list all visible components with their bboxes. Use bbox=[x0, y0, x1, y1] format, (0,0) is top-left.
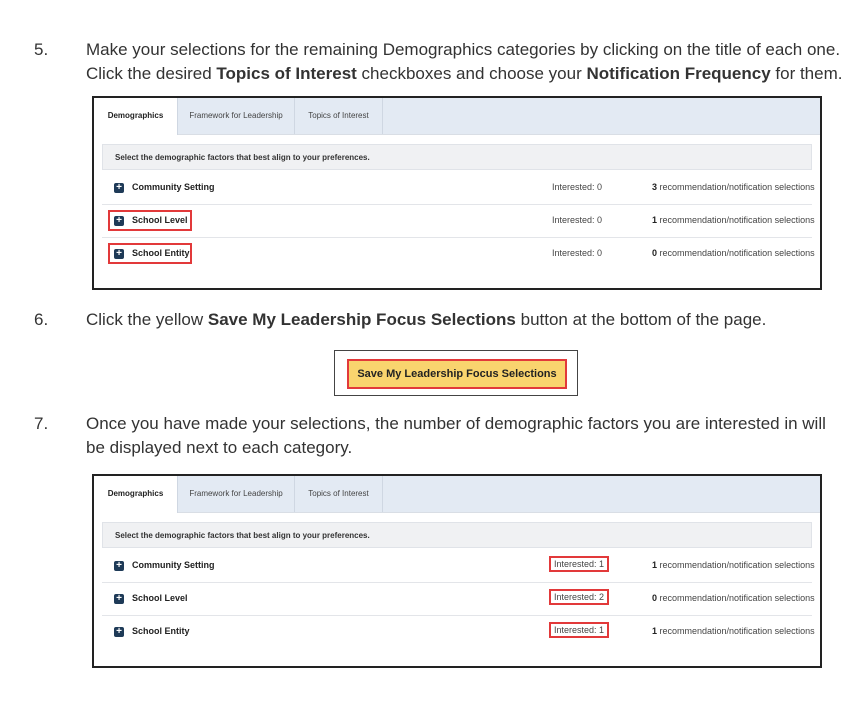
step-text-line: Make your selections for the remaining Demographics categories by clicking on the title of each one. bbox=[86, 40, 841, 59]
interested-count: Interested: 0 bbox=[552, 215, 603, 225]
tab-topics-of-interest[interactable]: Topics of Interest bbox=[295, 98, 383, 134]
interested-count: Interested: 1 bbox=[549, 556, 609, 572]
expand-plus-icon[interactable]: + bbox=[114, 561, 124, 571]
tab-framework-for-leadership[interactable]: Framework for Leadership bbox=[178, 476, 295, 512]
recommendation-count: 1 recommendation/notification selections bbox=[652, 626, 815, 636]
category-row-school-level[interactable] bbox=[102, 205, 815, 238]
step-7 bbox=[34, 412, 834, 462]
category-title[interactable]: School Entity bbox=[132, 248, 190, 258]
category-title[interactable]: School Level bbox=[132, 215, 188, 225]
expand-plus-icon[interactable]: + bbox=[114, 594, 124, 604]
expand-plus-icon[interactable]: + bbox=[114, 249, 124, 259]
panel-header: Select the demographic factors that best align to your preferences. bbox=[102, 144, 812, 170]
recommendation-count: 0 recommendation/notification selections bbox=[652, 593, 815, 603]
interested-count: Interested: 2 bbox=[549, 589, 609, 605]
interested-count: Interested: 1 bbox=[549, 622, 609, 638]
tab-demographics[interactable]: Demographics bbox=[94, 476, 178, 513]
category-row-school-level[interactable] bbox=[102, 583, 815, 616]
category-title[interactable]: Community Setting bbox=[132, 560, 215, 570]
step-text-line: Click the yellow Save My Leadership Focus Selections button at the bottom of the page. bbox=[86, 310, 767, 329]
step-5 bbox=[34, 38, 843, 88]
tab-bar bbox=[94, 98, 820, 135]
demographics-panel-after bbox=[92, 474, 822, 668]
step-number: 5. bbox=[34, 40, 49, 59]
expand-plus-icon[interactable]: + bbox=[114, 183, 124, 193]
tab-framework-for-leadership[interactable]: Framework for Leadership bbox=[178, 98, 295, 134]
step-6 bbox=[34, 308, 834, 334]
recommendation-count: 1 recommendation/notification selections bbox=[652, 560, 815, 570]
tab-bar bbox=[94, 476, 820, 513]
tab-topics-of-interest[interactable]: Topics of Interest bbox=[295, 476, 383, 512]
recommendation-count: 0 recommendation/notification selections bbox=[652, 248, 815, 258]
demographics-panel-before bbox=[92, 96, 822, 290]
expand-plus-icon[interactable]: + bbox=[114, 627, 124, 637]
step-number: 7. bbox=[34, 414, 49, 433]
panel-header: Select the demographic factors that best align to your preferences. bbox=[102, 522, 812, 548]
step-text-line: Click the desired Topics of Interest checkboxes and choose your Notification Frequency for them. bbox=[86, 64, 843, 83]
step-number: 6. bbox=[34, 310, 49, 329]
expand-plus-icon[interactable]: + bbox=[114, 216, 124, 226]
category-title[interactable]: School Level bbox=[132, 593, 188, 603]
category-row-school-entity[interactable] bbox=[102, 238, 815, 271]
step-text-line: Once you have made your selections, the number of demographic factors you are interested in will bbox=[86, 414, 826, 433]
tab-demographics[interactable]: Demographics bbox=[94, 98, 178, 135]
category-title[interactable]: Community Setting bbox=[132, 182, 215, 192]
recommendation-count: 1 recommendation/notification selections bbox=[652, 215, 815, 225]
save-button-screenshot bbox=[334, 350, 578, 396]
save-leadership-focus-button[interactable]: Save My Leadership Focus Selections bbox=[347, 359, 567, 389]
recommendation-count: 3 recommendation/notification selections bbox=[652, 182, 815, 192]
category-title[interactable]: School Entity bbox=[132, 626, 190, 636]
interested-count: Interested: 0 bbox=[552, 182, 603, 192]
interested-count: Interested: 0 bbox=[552, 248, 603, 258]
step-text-line: be displayed next to each category. bbox=[86, 438, 353, 457]
category-row-community-setting[interactable] bbox=[102, 172, 815, 205]
category-row-community-setting[interactable] bbox=[102, 550, 815, 583]
category-row-school-entity[interactable] bbox=[102, 616, 815, 649]
